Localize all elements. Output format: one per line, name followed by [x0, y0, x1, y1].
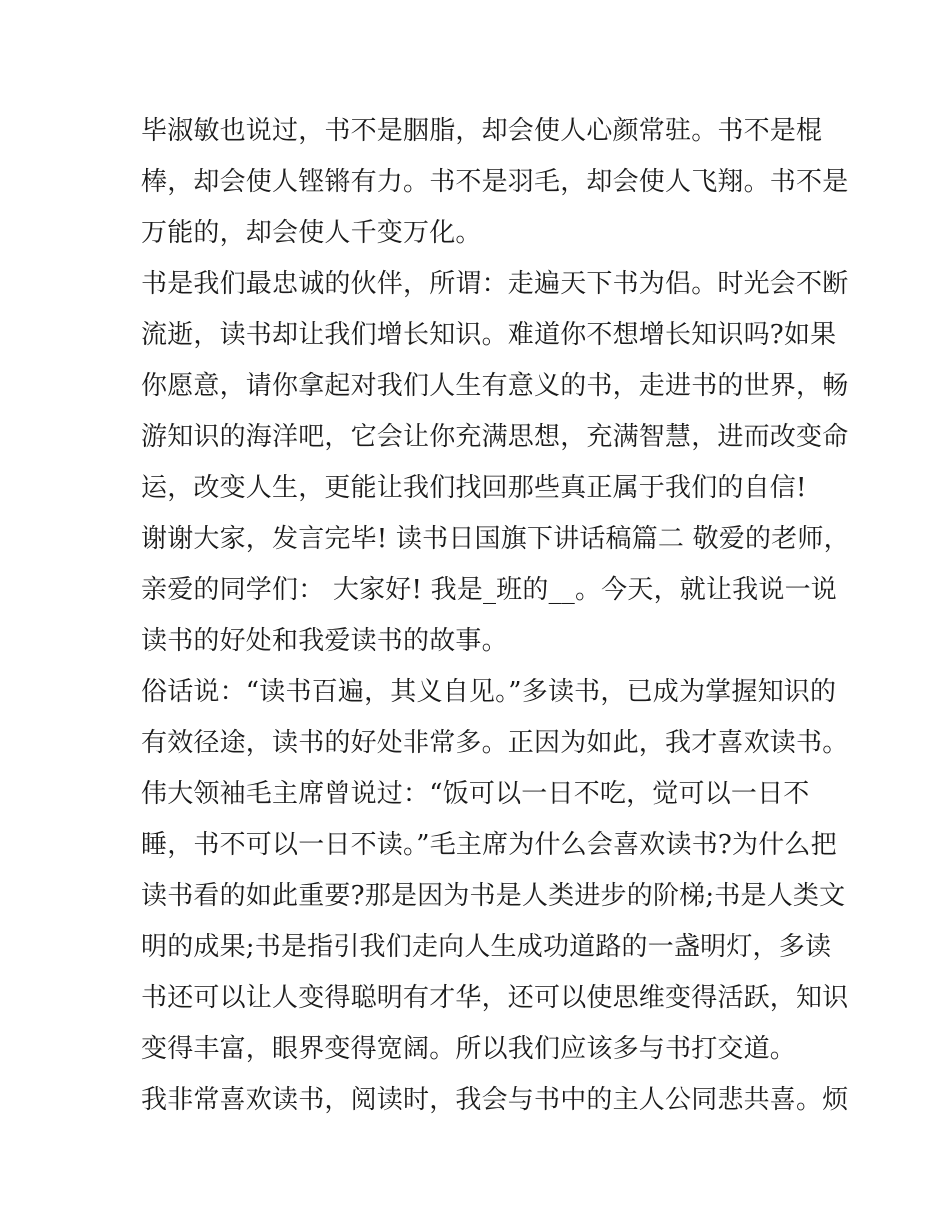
text-line: 读书看的如此重要?那是因为书是人类进步的阶梯;书是人类文	[141, 881, 846, 911]
text-line: 运，改变人生，更能让我们找回那些真正属于我们的自信!	[141, 473, 807, 503]
text-line: 书还可以让人变得聪明有才华，还可以使思维变得活跃，知识	[141, 983, 849, 1013]
text-line: 亲爱的同学们： 大家好! 我是_班的__。今天，就让我说一说	[141, 575, 837, 605]
text-line: 你愿意，请你拿起对我们人生有意义的书，走进书的世界，畅	[141, 371, 849, 401]
text-line: 棒，却会使人铿锵有力。书不是羽毛，却会使人飞翔。书不是	[141, 167, 849, 197]
text-line: 游知识的海洋吧，它会让你充满思想，充满智慧，进而改变命	[141, 422, 849, 452]
text-line: 我非常喜欢读书，阅读时，我会与书中的主人公同悲共喜。烦	[141, 1085, 849, 1115]
text-line: 伟大领袖毛主席曾说过：“饭可以一日不吃，觉可以一日不	[141, 779, 810, 809]
text-line: 毕淑敏也说过，书不是胭脂，却会使人心颜常驻。书不是棍	[141, 116, 823, 146]
text-line: 有效径途，读书的好处非常多。正因为如此，我才喜欢读书。	[141, 728, 849, 758]
text-line: 谢谢大家，发言完毕! 读书日国旗下讲话稿篇二 敬爱的老师，	[141, 524, 850, 554]
document-body	[141, 106, 850, 1126]
text-line: 明的成果;书是指引我们走向人生成功道路的一盏明灯，多读	[141, 932, 832, 962]
text-line: 读书的好处和我爱读书的故事。	[141, 626, 508, 656]
text-line: 变得丰富，眼界变得宽阔。所以我们应该多与书打交道。	[141, 1034, 797, 1064]
text-line: 睡，书不可以一日不读。”毛主席为什么会喜欢读书?为什么把	[141, 830, 837, 860]
text-line: 流逝，读书却让我们增长知识。难道你不想增长知识吗?如果	[141, 320, 837, 350]
text-line: 书是我们最忠诚的伙伴，所谓：走遍天下书为侣。时光会不断	[141, 269, 849, 299]
text-line: 万能的，却会使人千变万化。	[141, 218, 482, 248]
text-line: 俗话说：“读书百遍，其义自见。”多读书，已成为掌握知识的	[141, 677, 837, 707]
